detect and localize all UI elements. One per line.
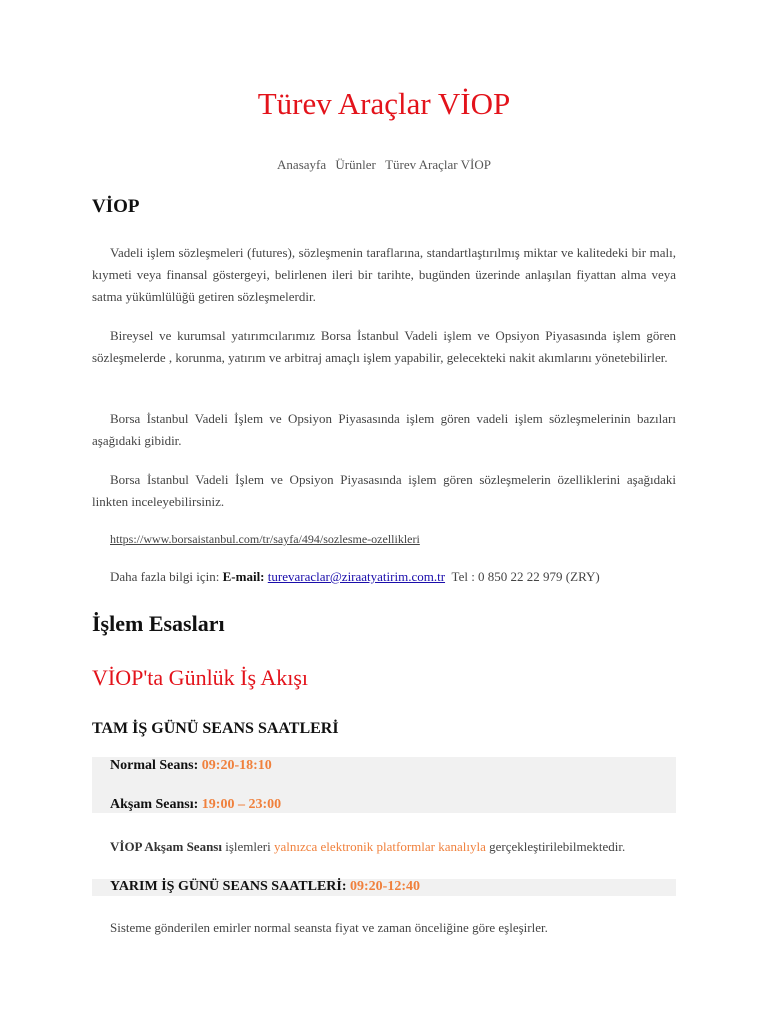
contact-line (110, 569, 600, 585)
viop-paragraph-4: Borsa İstanbul Vadeli İşlem ve Opsiyon Piyasasında işlem gören sözleşmelerin özelliklerini aşağıdaki linkten inceleyebilirsiniz. (92, 472, 676, 509)
evening-session-note (110, 839, 625, 855)
contract-specs-link-line (110, 532, 420, 547)
viop-heading: VİOP (92, 196, 140, 217)
contract-specs-link[interactable]: https://www.borsaistanbul.com/tr/sayfa/494/sozlesme-ozellikleri (110, 532, 420, 546)
breadcrumb-products[interactable]: Ürünler (335, 157, 376, 172)
order-matching-note: Sisteme gönderilen emirler normal seansta fiyat ve zaman önceliğine göre eşleşirler. (110, 920, 548, 935)
islem-esaslari-heading: İşlem Esasları (92, 611, 225, 636)
breadcrumb (92, 157, 676, 173)
half-day-sessions-row (110, 879, 420, 895)
email-link[interactable]: turevaraclar@ziraatyatirim.com.tr (267, 569, 446, 584)
half-day-label: YARIM İŞ GÜNÜ SEANS SAATLERİ: (110, 879, 347, 894)
normal-session-label: Normal Seans: (110, 758, 199, 773)
note-bold: VİOP Akşam Seansı (110, 839, 222, 854)
viop-paragraph-2: Bireysel ve kurumsal yatırımcılarımız Borsa İstanbul Vadeli işlem ve Opsiyon Piyasasında işlem gören sözleşmelerde , korunma, yatırım ve arbitraj amaçlı işlem yapabilir, gelecekteki nakit akımlarını yönetebilirler. (92, 328, 676, 365)
note-mid: işlemleri (225, 839, 271, 854)
viop-paragraph-3: Borsa İstanbul Vadeli İşlem ve Opsiyon Piyasasında işlem gören vadeli işlem sözleşmelerinin bazıları aşağıdaki gibidir. (92, 411, 676, 448)
viop-paragraph-1: Vadeli işlem sözleşmeleri (futures), sözleşmenin taraflarına, standartlaştırılmış miktar ve kalitedeki bir malı, kıymeti veya finansal göstergeyi, belirlenen ileri bir tarihte, bugünden üzerinde anlaşılan fiyattan alma veya satma yükümlülüğü getiren sözleşmelerdir. (92, 245, 676, 304)
normal-session-row (110, 758, 272, 774)
note-end: gerçekleştirilebilmektedir. (489, 839, 626, 854)
normal-session-time: 09:20-18:10 (201, 758, 272, 773)
breadcrumb-home[interactable]: Anasayfa (277, 157, 327, 172)
note-orange: yalnızca elektronik platformlar kanalıyla (273, 839, 486, 854)
phone-number: Tel : 0 850 22 22 979 (ZRY) (451, 569, 600, 584)
page-title: Türev Araçlar VİOP (257, 86, 511, 121)
full-day-sessions-heading: TAM İŞ GÜNÜ SEANS SAATLERİ (92, 720, 339, 737)
email-label: E-mail: (222, 569, 265, 584)
breadcrumb-current: Türev Araçlar VİOP (385, 157, 491, 172)
evening-session-label: Akşam Seansı: (110, 797, 199, 812)
evening-session-time: 19:00 – 23:00 (201, 797, 282, 812)
contact-prefix: Daha fazla bilgi için: (110, 569, 220, 584)
half-day-time: 09:20-12:40 (350, 879, 420, 894)
evening-session-row (110, 797, 281, 813)
daily-workflow-heading: VİOP'ta Günlük İş Akışı (92, 665, 309, 690)
